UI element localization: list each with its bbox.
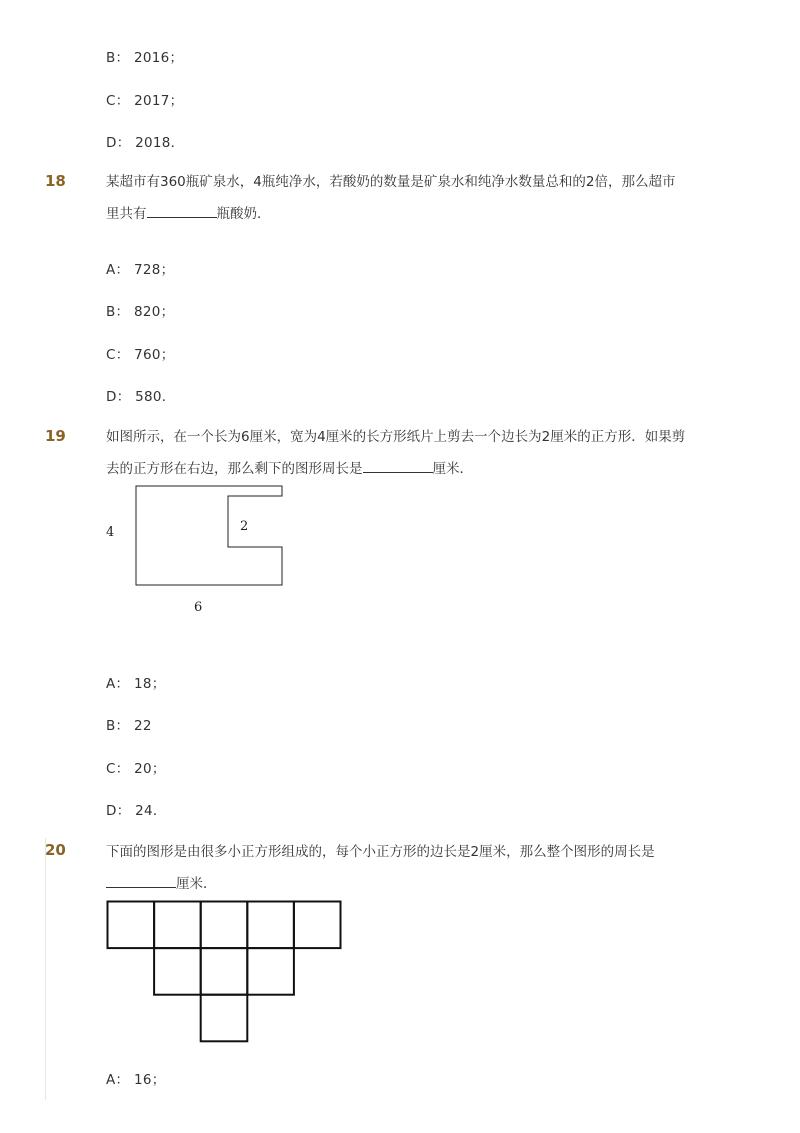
q19-label-height: 4 [106,525,115,540]
q18-option-d[interactable]: D： 580． [106,389,176,405]
q17-option-c[interactable]: C： 2017； [106,93,184,109]
q19-option-a[interactable]: A： 18； [106,676,166,692]
q20-grid-square [201,902,248,949]
q20-grid-square [154,902,201,949]
q19-option-d[interactable]: D： 24． [106,803,167,819]
q17-option-b[interactable]: B： 2016； [106,50,184,66]
q20-option-a[interactable]: A： 16； [106,1072,166,1088]
q19-option-c[interactable]: C： 20； [106,761,166,777]
q18-text-line2: 里共有 瓶酸奶． [106,206,271,222]
q20-grid-square [201,995,248,1042]
q18-option-a[interactable]: A： 728； [106,262,175,278]
q19-label-width: 6 [194,600,203,615]
q17-option-d[interactable]: D： 2018． [106,135,185,151]
q20-grid-square [247,948,294,995]
q20-grid-square [108,902,155,949]
q19-text-line2: 去的正方形在右边，那么剩下的图形周长是 厘米． [106,461,473,477]
q20-text-line2: 厘米． [106,868,726,900]
q19-option-b[interactable]: B： 22 [106,718,152,734]
q20-grid-square [201,948,248,995]
q20-grid-square [154,948,201,995]
q18-text-line1: 某超市有360瓶矿泉水，4瓶纯净水，若酸奶的数量是矿泉水和纯净水数量总和的2倍，那么超市 [106,174,676,190]
q20-grid-square [294,902,341,949]
q18-option-c[interactable]: C： 760； [106,347,175,363]
q20-number: 20 [45,841,66,859]
q18-option-b[interactable]: B： 820； [106,304,175,320]
q20-grid-square [247,902,294,949]
q18-number: 18 [45,172,66,190]
q19-label-cut: 2 [240,519,249,534]
q20-text-line1: 下面的图形是由很多小正方形组成的，每个小正方形的边长是2厘米，那么整个图形的周长是 [106,844,655,860]
q19-number: 19 [45,427,66,445]
q19-text-line1: 如图所示，在一个长为6厘米，宽为4厘米的长方形纸片上剪去一个边长为2厘米的正方形．如果剪 [106,429,686,445]
